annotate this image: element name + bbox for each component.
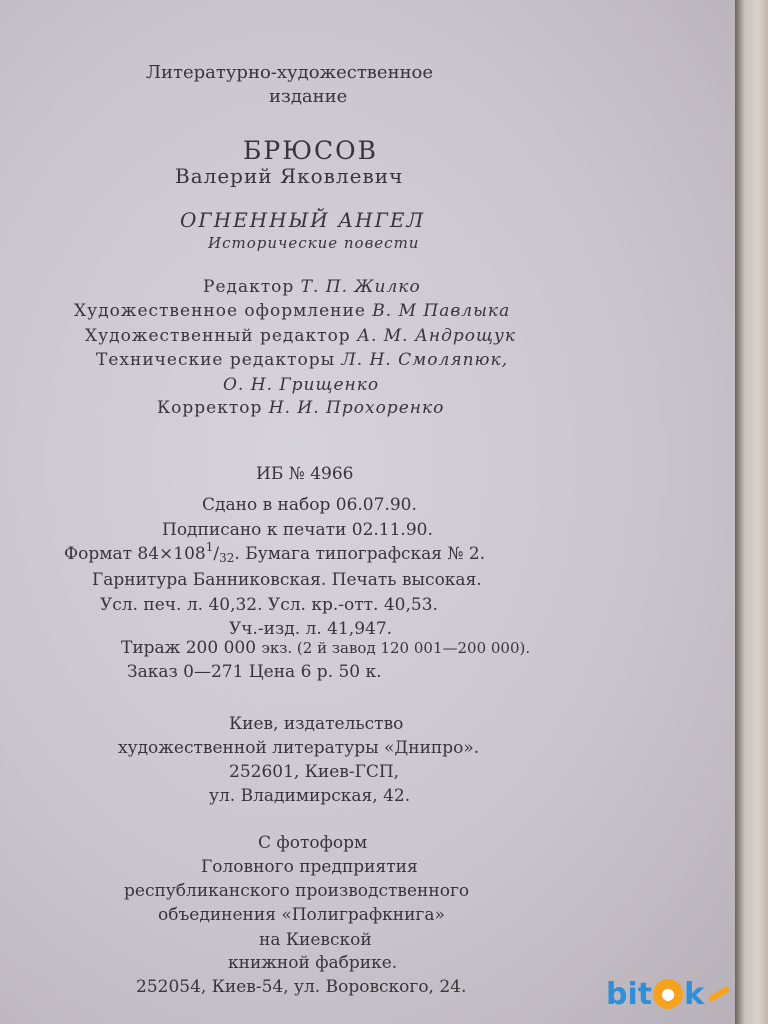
- printer-line-1: С фотоформ: [258, 833, 368, 853]
- signed-date: Подписано к печати 02.11.90.: [162, 520, 433, 540]
- sheets-line: Усл. печ. л. 40,32. Усл. кр.-отт. 40,53.: [100, 595, 438, 615]
- format-suffix: . Бумага типографская № 2.: [234, 544, 486, 564]
- publisher-line-1: Киев, издательство: [229, 714, 404, 734]
- credit-tech-editors-label: Технические редакторы: [96, 350, 336, 370]
- watermark-text-1: bit: [606, 976, 653, 1012]
- printer-line-4: объединения «Полиграфкнига»: [158, 905, 445, 925]
- adjacent-page-edge: [735, 0, 768, 1024]
- publisher-line-3: 252601, Киев-ГСП,: [229, 762, 400, 782]
- credit-proofreader-label: Корректор: [157, 398, 263, 418]
- format-times-sign: ×: [159, 544, 174, 564]
- genre-line-2: издание: [269, 86, 348, 107]
- credit-tech-editor-1-name: Л. Н. Смоляпюк,: [341, 350, 509, 370]
- bitok-watermark-logo: [606, 972, 756, 1016]
- credit-proofreader: [157, 400, 444, 417]
- printer-line-6: книжной фабрике.: [228, 953, 398, 973]
- book-title: ОГНЕННЫЙ АНГЕЛ: [180, 208, 426, 232]
- order-line: Заказ 0—271 Цена 6 р. 50 к.: [127, 662, 382, 682]
- credit-art-editor: [85, 328, 516, 345]
- watermark-text-2: k: [684, 976, 705, 1012]
- credit-editor-label: Редактор: [203, 277, 295, 297]
- credit-art-editor-name: А. М. Андрощук: [357, 326, 516, 346]
- format-superscript: 1: [205, 540, 214, 554]
- print-run-detail: экз. (2 й завод 120 001—200 000).: [261, 639, 531, 657]
- pub-sheets-line: Уч.-изд. л. 41,947.: [229, 619, 393, 639]
- watermark-coin-icon: ●: [653, 979, 683, 1009]
- printer-line-3: республиканского производственного: [124, 881, 470, 901]
- credit-art-editor-label: Художественный редактор: [85, 326, 351, 346]
- typeface-line: Гарнитура Банниковская. Печать высокая.: [92, 570, 482, 590]
- printer-line-5: на Киевской: [259, 930, 372, 950]
- submitted-date: Сдано в набор 06.07.90.: [202, 495, 417, 515]
- credit-editor: [203, 279, 421, 296]
- credit-design-name: В. М Павлыка: [372, 301, 511, 321]
- credit-proofreader-name: Н. И. Прохоренко: [268, 398, 445, 418]
- print-run-main: Тираж 200 000: [121, 638, 257, 658]
- format-108: 108: [173, 544, 206, 564]
- credit-tech-editor-2: О. Н. Грищенко: [223, 375, 380, 395]
- book-subtitle: Исторические повести: [208, 234, 420, 252]
- credit-design: [74, 303, 510, 320]
- author-name: Валерий Яковлевич: [175, 164, 404, 188]
- printer-line-7: 252054, Киев-54, ул. Воровского, 24.: [136, 977, 467, 997]
- publisher-line-4: ул. Владимирская, 42.: [209, 786, 411, 806]
- print-run-line: [121, 640, 530, 657]
- ib-number: ИБ № 4966: [256, 464, 354, 484]
- author-surname: БРЮСОВ: [243, 136, 379, 165]
- format-slash: /: [213, 544, 220, 564]
- credit-design-label: Художественное оформление: [74, 301, 366, 321]
- printer-line-2: Головного предприятия: [201, 857, 418, 877]
- format-subscript: 32: [219, 551, 235, 565]
- gavel-icon: [708, 986, 730, 1002]
- credit-tech-editors: [96, 352, 508, 369]
- genre-line-1: Литературно-художественное: [146, 62, 434, 83]
- credit-editor-name: Т. П. Жилко: [300, 277, 421, 297]
- format-prefix: Формат 84: [64, 544, 160, 564]
- publisher-line-2: художественной литературы «Днипро».: [118, 738, 480, 758]
- format-line: [64, 540, 486, 565]
